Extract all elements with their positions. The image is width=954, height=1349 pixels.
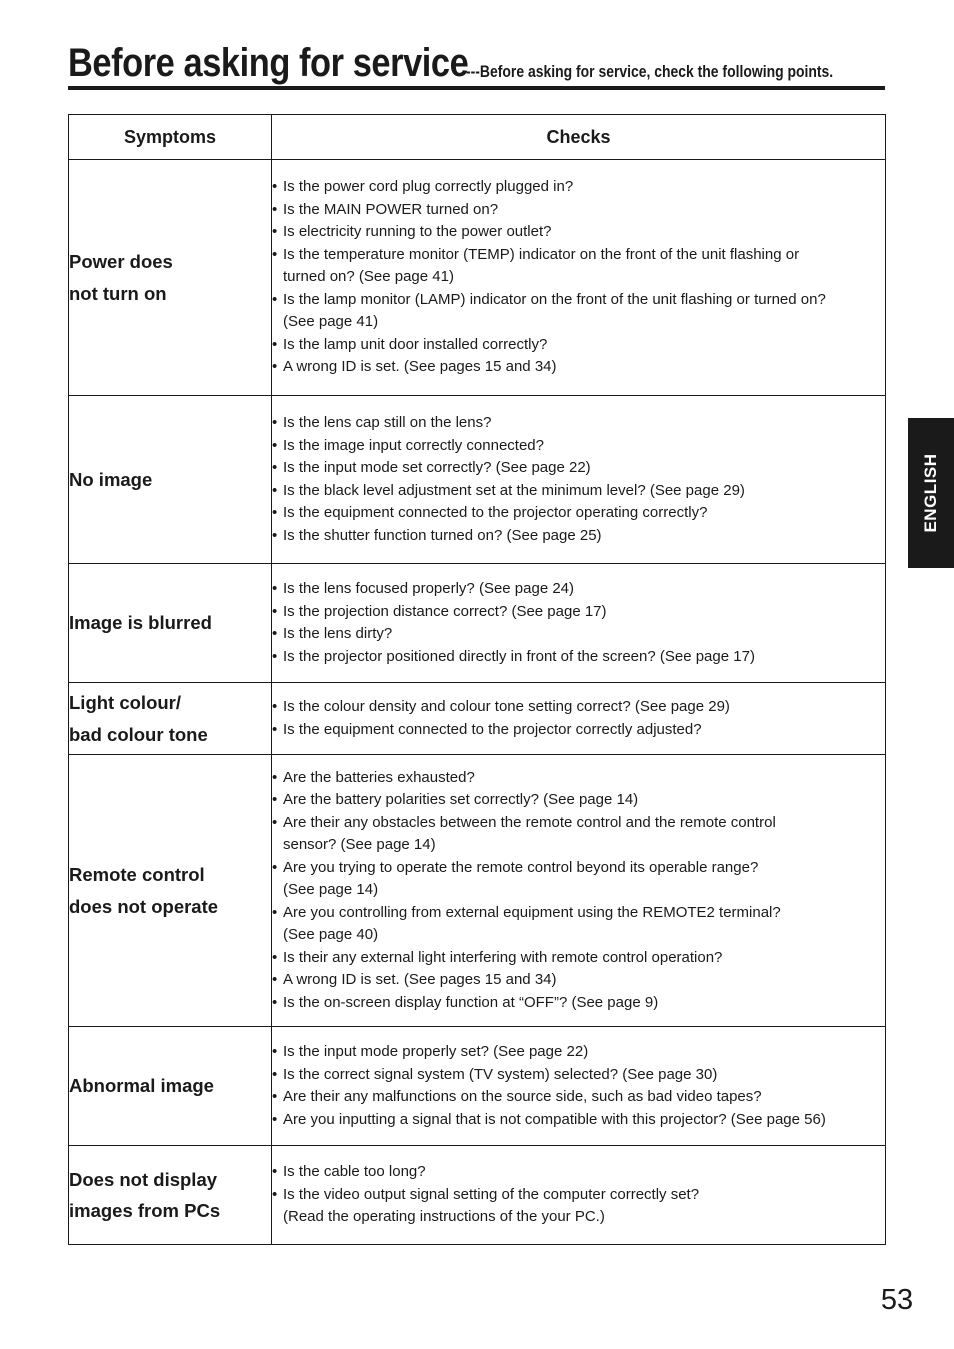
checks-list [272, 578, 885, 668]
check-item-text: • Are you inputting a signal that is not compatible with this projector? (See page 56) [283, 1110, 826, 1128]
symptom-text: Remote control [69, 864, 205, 885]
check-item-text: • Is the equipment connected to the projector operating correctly? [283, 504, 708, 521]
symptom-text: No image [69, 468, 153, 490]
checks-list [272, 767, 885, 1015]
symptom-text: does not operate [69, 895, 219, 917]
symptom-cell [69, 564, 272, 683]
checks-list [272, 696, 885, 741]
check-item-text: • Is the lens cap still on the lens? [283, 414, 492, 431]
table-row [69, 396, 886, 564]
check-item-text: • Is the lamp unit door installed correctly? [283, 335, 548, 353]
column-header-symptoms: Symptoms [69, 115, 272, 160]
troubleshooting-table [68, 114, 886, 1245]
check-item [272, 334, 885, 357]
check-item [272, 947, 885, 970]
check-item [272, 1161, 885, 1184]
column-header-checks: Checks [272, 115, 886, 160]
table-row [69, 1027, 886, 1146]
check-item [272, 1184, 885, 1229]
check-item [272, 221, 885, 244]
page-title: Before asking for service [68, 41, 469, 85]
check-item-text: • Are you controlling from external equipment using the REMOTE2 terminal? [283, 903, 781, 921]
table-body [69, 160, 886, 1245]
check-item-text: • Is the MAIN POWER turned on? [283, 200, 499, 218]
check-item-text: • Are their any malfunctions on the source side, such as bad video tapes? [283, 1088, 762, 1105]
symptom-text: Power does [69, 251, 173, 272]
check-item [272, 412, 885, 435]
check-item [272, 199, 885, 222]
symptom-text: Does not display [69, 1168, 218, 1190]
check-item-text: • Is the lens focused properly? (See page 24) [283, 580, 575, 597]
check-item [272, 435, 885, 458]
checks-cell [272, 160, 886, 396]
check-item-text: (See page 40) [283, 926, 379, 944]
check-item [272, 812, 885, 857]
checks-cell [272, 755, 886, 1027]
check-item-text: • Is the correct signal system (TV system) selected? (See page 30) [283, 1065, 718, 1083]
checks-cell [272, 1146, 886, 1245]
symptom-text: Abnormal image [69, 1075, 214, 1097]
check-item-text: (See page 41) [283, 313, 379, 331]
check-item [272, 857, 885, 902]
check-item-text: • Is their any external light interfering with remote control operation? [283, 948, 723, 966]
table-row [69, 755, 886, 1027]
check-item [272, 525, 885, 548]
checks-cell [272, 1027, 886, 1146]
check-item [272, 1086, 885, 1109]
checks-cell [272, 564, 886, 683]
check-item-text: • Is the colour density and colour tone setting correct? (See page 29) [283, 698, 730, 715]
check-item-text: • Is the projection distance correct? (See page 17) [283, 602, 607, 620]
check-item-text: • Is the cable too long? [283, 1163, 426, 1181]
checks-cell [272, 396, 886, 564]
check-item [272, 578, 885, 601]
check-item [272, 902, 885, 947]
check-item-text: sensor? (See page 14) [283, 836, 436, 854]
check-item-text: turned on? (See page 41) [283, 268, 454, 286]
symptom-text: Light colour/ [69, 692, 182, 713]
check-item [272, 992, 885, 1015]
check-item [272, 623, 885, 646]
check-item [272, 719, 885, 742]
check-item [272, 969, 885, 992]
check-item [272, 646, 885, 669]
page-subtitle: ---Before asking for service, check the following points. [466, 62, 834, 81]
symptom-cell [69, 1146, 272, 1245]
table-row [69, 1146, 886, 1245]
check-item [272, 601, 885, 624]
symptom-text: not turn on [69, 282, 167, 304]
table-row [69, 564, 886, 683]
check-item-text: • Is the on-screen display function at “OFF”? (See page 9) [283, 993, 659, 1011]
symptom-cell [69, 683, 272, 755]
check-item [272, 1109, 885, 1132]
check-item [272, 176, 885, 199]
check-item [272, 457, 885, 480]
check-item [272, 696, 885, 719]
page-number: 53 [880, 1284, 914, 1316]
check-item-text: (Read the operating instructions of the your PC.) [283, 1208, 605, 1226]
check-item [272, 1064, 885, 1087]
check-item-text: • Is the lamp monitor (LAMP) indicator on the front of the unit flashing or turned on? [283, 290, 826, 308]
check-item-text: • Are their any obstacles between the remote control and the remote control [283, 813, 776, 831]
table-header-row [69, 115, 886, 160]
check-item-text: • Is the video output signal setting of the computer correctly set? [283, 1185, 700, 1203]
check-item [272, 1041, 885, 1064]
checks-list [272, 412, 885, 547]
check-item-text: • Are the battery polarities set correctly? (See page 14) [283, 791, 639, 809]
check-item-text: • Is the lens dirty? [283, 625, 393, 642]
check-item [272, 767, 885, 790]
symptom-text: Image is blurred [69, 612, 212, 634]
check-item [272, 480, 885, 503]
symptom-cell [69, 160, 272, 396]
check-item-text: • Is the input mode set correctly? (See page 22) [283, 459, 591, 476]
check-item-text: (See page 14) [283, 881, 379, 899]
symptom-cell [69, 1027, 272, 1146]
check-item [272, 789, 885, 812]
check-item-text: • Are you trying to operate the remote control beyond its operable range? [283, 858, 759, 876]
check-item-text: • Are the batteries exhausted? [283, 768, 475, 786]
symptom-cell [69, 755, 272, 1027]
checks-list [272, 1161, 885, 1229]
language-tab-label: ENGLISH [921, 453, 940, 533]
check-item-text: • Is the projector positioned directly in front of the screen? (See page 17) [283, 647, 755, 665]
checks-list [272, 1041, 885, 1131]
check-item [272, 356, 885, 379]
check-item [272, 244, 885, 289]
table-row [69, 683, 886, 755]
symptom-text: images from PCs [69, 1200, 221, 1221]
language-tab [908, 418, 954, 568]
check-item-text: • Is the power cord plug correctly plugged in? [283, 178, 574, 196]
check-item-text: • Is the black level adjustment set at the minimum level? (See page 29) [283, 481, 745, 499]
table-row [69, 160, 886, 396]
check-item-text: • Is the shutter function turned on? (See page 25) [283, 526, 602, 544]
symptom-text: bad colour tone [69, 723, 208, 745]
check-item [272, 502, 885, 525]
check-item-text: • Is the equipment connected to the projector correctly adjusted? [283, 720, 702, 738]
check-item [272, 289, 885, 334]
checks-list [272, 176, 885, 379]
check-item-text: • Is electricity running to the power outlet? [283, 223, 552, 241]
checks-cell [272, 683, 886, 755]
check-item-text: • A wrong ID is set. (See pages 15 and 34) [283, 358, 557, 376]
check-item-text: • Is the image input correctly connected? [283, 436, 544, 454]
symptom-cell [69, 396, 272, 564]
page-header [68, 40, 885, 90]
check-item-text: • Is the input mode properly set? (See page 22) [283, 1043, 589, 1060]
check-item-text: • Is the temperature monitor (TEMP) indicator on the front of the unit flashing or [283, 245, 800, 263]
check-item-text: • A wrong ID is set. (See pages 15 and 34) [283, 971, 557, 989]
